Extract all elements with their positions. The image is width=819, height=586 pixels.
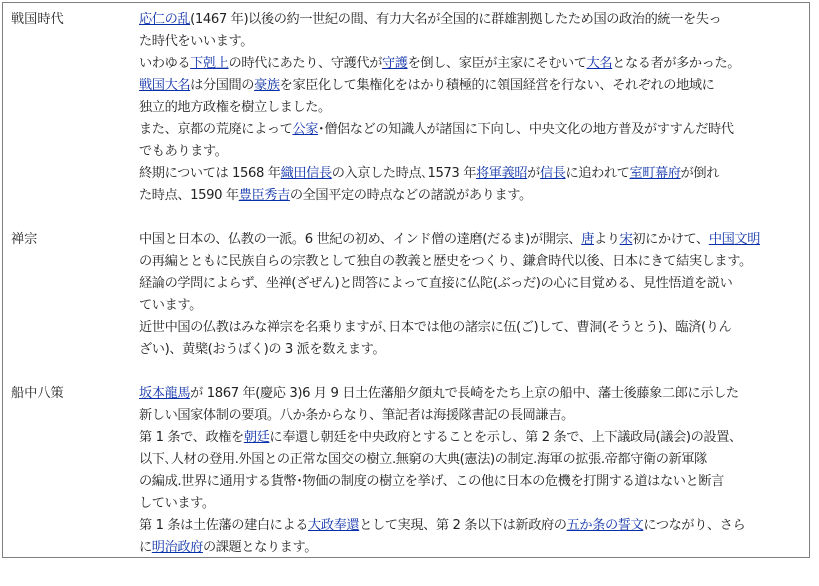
wiki-link[interactable]: 将軍義昭: [476, 166, 528, 181]
text-line: [139, 141, 809, 163]
term-senchu-hassaku: 船中八策: [11, 386, 64, 401]
text-segment: を倒し、家臣が主家にそむいて: [407, 56, 587, 71]
definition-paragraph: [139, 163, 809, 207]
wiki-link[interactable]: 下剋上: [190, 56, 229, 71]
text-segment: は分国間の: [190, 78, 255, 93]
text-line: [139, 317, 809, 339]
text-line: [139, 493, 809, 515]
text-segment: より: [594, 232, 620, 247]
text-segment: が: [527, 166, 540, 181]
text-line: [139, 405, 809, 427]
text-line: [139, 339, 809, 361]
wiki-link[interactable]: 公家: [292, 122, 319, 137]
text-segment: 第 1 条は土佐藩の建白による: [139, 518, 309, 533]
text-line: [139, 427, 809, 449]
text-line: [139, 229, 809, 251]
text-line: [139, 119, 809, 141]
text-segment: ざい)、黄檗(おうばく)の 3 派を数えます。: [139, 342, 386, 357]
wiki-link[interactable]: 五か条の誓文: [566, 518, 644, 533]
definition-sengoku-jidai: [139, 9, 809, 207]
text-segment: に追われて: [565, 166, 630, 181]
text-line: [139, 251, 809, 273]
text-line: [139, 185, 809, 207]
wiki-link[interactable]: 信長: [539, 166, 566, 181]
definition-paragraph: [139, 119, 809, 163]
text-segment: また、京都の荒廃によって: [139, 122, 293, 137]
text-line: [139, 31, 809, 53]
text-segment: に: [139, 540, 152, 555]
text-segment: 近世中国の仏教はみな禅宗を名乗りますが､日本では他の諸宗に伍(ご)して、曹洞(そうとう)、臨済(りん: [139, 320, 732, 335]
term-zenshu: 禅宗: [11, 232, 38, 247]
wiki-link[interactable]: 織田信長: [280, 166, 332, 181]
text-line: [139, 97, 809, 119]
text-segment: 初にかけて、: [632, 232, 709, 247]
text-line: [139, 295, 809, 317]
text-segment: 第 1 条で、政権を: [139, 430, 244, 445]
text-line: [139, 273, 809, 295]
text-segment: を家臣化して集権化をはかり積極的に領国経営を行ない、それぞれの地域に: [279, 78, 715, 93]
text-line: [139, 537, 809, 559]
wiki-link[interactable]: 大名: [586, 56, 613, 71]
text-segment: ･僧侶などの知識人が諸国に下向し、中央文化の地方普及がすすんだ時代: [318, 122, 734, 137]
text-segment: の入京した時点､1573 年: [331, 166, 476, 181]
wiki-link[interactable]: 大政奉還: [308, 518, 360, 533]
text-segment: の課題となります。: [202, 540, 317, 555]
text-line: [139, 163, 809, 185]
wiki-link[interactable]: 明治政府: [151, 540, 203, 555]
definition-paragraph: [139, 273, 809, 317]
definition-senchu-hassaku: [139, 383, 809, 559]
text-segment: 中国と日本の、仏教の一派。6 世紀の初め、インド僧の達磨(だるま)が開宗、: [139, 232, 582, 247]
definition-paragraph: [139, 515, 809, 559]
text-segment: が倒れ: [680, 166, 719, 181]
text-segment: の時代にあたり、守護代が: [228, 56, 382, 71]
text-line: [139, 9, 809, 31]
wiki-link[interactable]: 中国文明: [708, 232, 760, 247]
text-segment: でもあります。: [139, 144, 228, 159]
text-segment: しています。: [139, 496, 215, 511]
wiki-link[interactable]: 守護: [381, 56, 408, 71]
wiki-link[interactable]: 室町幕府: [629, 166, 681, 181]
definition-paragraph: [139, 383, 809, 427]
text-segment: 終期については 1568 年: [139, 166, 281, 181]
definition-paragraph: [139, 75, 809, 119]
definition-paragraph: [139, 9, 809, 53]
wiki-link[interactable]: 応仁の乱: [139, 12, 191, 27]
text-segment: た時点、1590 年: [139, 188, 239, 203]
glossary-table: [2, 2, 810, 558]
text-line: [139, 53, 809, 75]
definition-paragraph: [139, 427, 809, 515]
text-segment: となる者が多かった。: [612, 56, 741, 71]
text-segment: の再編とともに民族自らの宗教として独自の教義と歴史をつくり、鎌倉時代以後、日本にきて結実します。: [139, 254, 752, 269]
text-segment: (1467 年)以後の約一世紀の間、有力大名が全国的に群雄割拠したため国の政治的統一を失っ: [190, 12, 722, 27]
text-line: [139, 515, 809, 537]
text-line: [139, 383, 809, 405]
wiki-link[interactable]: 唐: [581, 232, 594, 247]
text-segment: として実現、第 2 条以下は新政府の: [359, 518, 567, 533]
definition-paragraph: [139, 53, 809, 75]
text-segment: が 1867 年(慶応 3)6 月 9 日土佐藩船夕顔丸で長崎をたち上京の船中、藩士後藤象二郎に示した: [190, 386, 739, 401]
text-segment: につながり、さら: [643, 518, 746, 533]
wiki-link[interactable]: 宋: [619, 232, 633, 247]
text-segment: ています。: [139, 298, 202, 313]
definition-paragraph: [139, 317, 809, 361]
text-line: [139, 449, 809, 471]
text-line: [139, 75, 809, 97]
wiki-link[interactable]: 坂本龍馬: [139, 386, 191, 401]
definition-paragraph: [139, 229, 809, 273]
text-segment: 独立的地方政権を樹立しました。: [139, 100, 331, 115]
wiki-link[interactable]: 豪族: [254, 78, 280, 93]
text-segment: 以下､人材の登用.外国との正常な国交の樹立.無窮の大典(憲法)の制定.海軍の拡張.帝都守衛の新軍隊: [139, 452, 707, 467]
text-line: [139, 471, 809, 493]
text-segment: の全国平定の時点などの諸説があります。: [289, 188, 532, 203]
text-segment: 経論の学問によらず、坐禅(ざぜん)と問答によって直接に仏陀(ぶっだ)の心に目覚める、見性悟道を説い: [139, 276, 733, 291]
text-segment: 新しい国家体制の要項。八か条からなり、筆記者は海援隊書記の長岡謙吉。: [139, 408, 574, 423]
term-sengoku-jidai: 戦国時代: [11, 12, 64, 27]
wiki-link[interactable]: 朝廷: [243, 430, 270, 445]
wiki-link[interactable]: 戦国大名: [139, 78, 191, 93]
definition-zenshu: [139, 229, 809, 361]
text-segment: いわゆる: [139, 56, 191, 71]
text-segment: に奉還し朝廷を中央政府とすることを示し、第 2 条で、上下議政局(議会)の設置、: [269, 430, 742, 445]
wiki-link[interactable]: 豊臣秀吉: [238, 188, 290, 203]
text-segment: た時代をいいます。: [139, 34, 254, 49]
text-segment: の編成.世界に通用する貨幣･物価の制度の樹立を挙げ、この他に日本の危機を打開する道はないと断言: [139, 474, 724, 489]
